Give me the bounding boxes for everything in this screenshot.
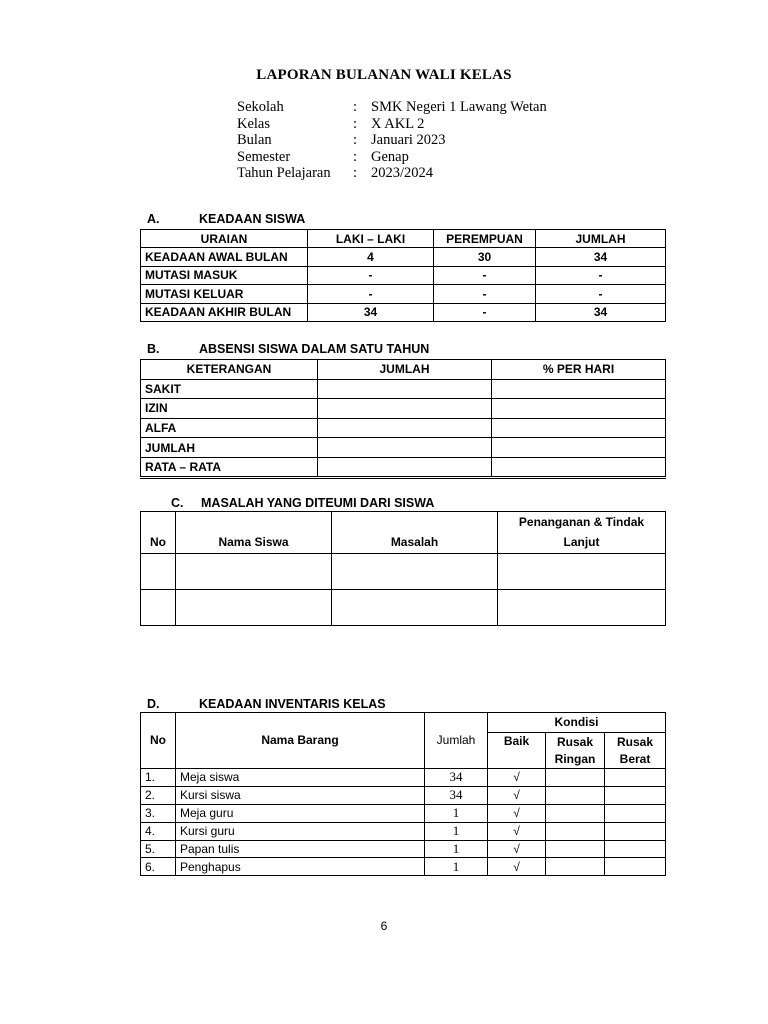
table-cell: KEADAAN AKHIR BULAN — [141, 303, 308, 321]
table-cell — [492, 399, 666, 419]
table-cell — [141, 554, 176, 590]
section-a-heading — [147, 212, 305, 226]
table-row — [141, 399, 666, 419]
table-cell: JUMLAH — [141, 438, 318, 458]
table-cell: 34 — [536, 248, 666, 266]
table-cell — [141, 590, 176, 626]
table-cell — [546, 769, 605, 787]
table-cell — [318, 438, 492, 458]
report-title: LAPORAN BULANAN WALI KELAS — [256, 67, 512, 83]
class-inventory-table — [140, 712, 666, 876]
table-cell: - — [536, 285, 666, 303]
table-row — [141, 457, 666, 477]
school-info-block — [237, 99, 547, 182]
table-cell — [492, 418, 666, 438]
table-row — [141, 303, 666, 321]
table-cell: 4 — [308, 248, 434, 266]
info-row-academic-year — [237, 165, 547, 182]
info-separator: : — [353, 132, 358, 149]
section-letter: D. — [147, 697, 160, 711]
table-cell: KEADAAN AWAL BULAN — [141, 248, 308, 266]
info-row-class — [237, 116, 547, 133]
table-row — [141, 769, 666, 787]
table-cell: √ — [488, 804, 546, 822]
column-header: LAKI – LAKI — [308, 230, 434, 248]
table-cell: - — [536, 266, 666, 284]
info-separator: : — [353, 148, 358, 165]
table-cell: 30 — [434, 248, 536, 266]
table-cell — [492, 457, 666, 477]
table-cell — [498, 554, 666, 590]
table-cell: 4. — [141, 822, 176, 840]
table-cell: Kursi guru — [176, 822, 425, 840]
table-cell — [605, 858, 666, 876]
table-cell — [332, 590, 498, 626]
table-cell: Kursi siswa — [176, 786, 425, 804]
info-label: Tahun Pelajaran — [237, 165, 331, 182]
student-problems-table — [140, 511, 666, 626]
table-cell — [605, 769, 666, 787]
info-value: Genap — [371, 148, 409, 165]
table-header-row — [141, 512, 666, 554]
table-cell: Papan tulis — [176, 840, 425, 858]
table-cell — [605, 822, 666, 840]
column-header: Penanganan & Tindak Lanjut — [498, 512, 666, 554]
table-cell: 34 — [425, 786, 488, 804]
table-cell: 34 — [308, 303, 434, 321]
table-row — [141, 858, 666, 876]
table-cell: - — [308, 285, 434, 303]
table-cell: RATA – RATA — [141, 457, 318, 477]
column-header-light-damage: Rusak Ringan — [546, 733, 605, 769]
page-number: 6 — [380, 919, 388, 933]
info-row-month — [237, 132, 547, 149]
table-cell — [546, 804, 605, 822]
table-row — [141, 804, 666, 822]
table-cell — [605, 840, 666, 858]
section-d-heading — [147, 697, 386, 711]
section-c-heading — [171, 496, 434, 510]
section-title: KEADAAN INVENTARIS KELAS — [199, 697, 386, 711]
table-row — [141, 248, 666, 266]
info-separator: : — [353, 115, 358, 132]
table-row — [141, 590, 666, 626]
info-value: Januari 2023 — [371, 132, 446, 149]
table-cell: 3. — [141, 804, 176, 822]
table-cell: - — [434, 266, 536, 284]
table-row — [141, 822, 666, 840]
info-label: Sekolah — [237, 99, 284, 115]
table-cell: 6. — [141, 858, 176, 876]
table-cell: SAKIT — [141, 379, 318, 399]
table-cell: √ — [488, 769, 546, 787]
table-cell — [492, 379, 666, 399]
table-cell — [318, 379, 492, 399]
table-row — [141, 285, 666, 303]
table-cell: 34 — [425, 769, 488, 787]
table-cell: Meja guru — [176, 804, 425, 822]
info-label: Bulan — [237, 132, 272, 149]
table-cell: IZIN — [141, 399, 318, 419]
table-cell: 5. — [141, 840, 176, 858]
info-value: 2023/2024 — [371, 165, 434, 182]
table-cell: Penghapus — [176, 858, 425, 876]
table-row — [141, 786, 666, 804]
section-letter: B. — [147, 342, 160, 356]
table-cell — [318, 399, 492, 419]
column-header: No — [141, 512, 176, 554]
column-header-quantity: Jumlah — [425, 713, 488, 769]
table-cell: √ — [488, 858, 546, 876]
section-letter: C. — [171, 496, 184, 510]
section-title: KEADAAN SISWA — [199, 212, 306, 226]
table-cell: 2. — [141, 786, 176, 804]
column-header-item-name: Nama Barang — [176, 713, 425, 769]
column-header-condition: Kondisi — [488, 713, 666, 733]
column-header-no: No — [141, 713, 176, 769]
table-cell — [318, 418, 492, 438]
table-cell — [492, 438, 666, 458]
table-cell — [498, 590, 666, 626]
student-status-table — [140, 229, 666, 322]
info-separator: : — [353, 165, 358, 182]
table-cell — [318, 457, 492, 477]
table-cell — [176, 554, 332, 590]
table-cell: - — [308, 266, 434, 284]
table-cell: √ — [488, 786, 546, 804]
attendance-table — [140, 359, 666, 479]
table-cell: - — [434, 303, 536, 321]
column-header: Masalah — [332, 512, 498, 554]
info-value: SMK Negeri 1 Lawang Wetan — [371, 99, 547, 115]
column-header: KETERANGAN — [141, 360, 318, 380]
table-header-row — [141, 360, 666, 380]
table-cell: 1 — [425, 858, 488, 876]
table-cell: 1 — [425, 840, 488, 858]
column-header: Nama Siswa — [176, 512, 332, 554]
column-header-heavy-damage: Rusak Berat — [605, 733, 666, 769]
table-cell: √ — [488, 822, 546, 840]
info-row-school — [237, 99, 547, 116]
table-cell: 34 — [536, 303, 666, 321]
table-cell: - — [434, 285, 536, 303]
section-title: MASALAH YANG DITEUMI DARI SISWA — [201, 496, 435, 510]
column-header: JUMLAH — [536, 230, 666, 248]
table-cell — [546, 822, 605, 840]
table-cell — [176, 590, 332, 626]
table-cell — [546, 840, 605, 858]
table-row — [141, 266, 666, 284]
table-cell: ALFA — [141, 418, 318, 438]
section-letter: A. — [147, 212, 160, 226]
info-row-semester — [237, 149, 547, 166]
column-header: % PER HARI — [492, 360, 666, 380]
column-header: JUMLAH — [318, 360, 492, 380]
table-row — [141, 438, 666, 458]
table-cell: 1. — [141, 769, 176, 787]
table-row — [141, 379, 666, 399]
section-b-heading — [147, 342, 429, 356]
column-header-good: Baik — [488, 733, 546, 769]
table-row — [141, 840, 666, 858]
table-cell: √ — [488, 840, 546, 858]
table-header-row — [141, 230, 666, 248]
table-header-row — [141, 713, 666, 733]
table-cell — [332, 554, 498, 590]
info-separator: : — [353, 99, 358, 115]
table-cell — [546, 858, 605, 876]
table-cell: Meja siswa — [176, 769, 425, 787]
table-row — [141, 418, 666, 438]
section-title: ABSENSI SISWA DALAM SATU TAHUN — [199, 342, 430, 356]
table-cell: MUTASI KELUAR — [141, 285, 308, 303]
table-cell: 1 — [425, 804, 488, 822]
table-cell: MUTASI MASUK — [141, 266, 308, 284]
table-cell — [605, 786, 666, 804]
table-cell: 1 — [425, 822, 488, 840]
info-label: Semester — [237, 148, 291, 165]
info-label: Kelas — [237, 115, 271, 132]
column-header: PEREMPUAN — [434, 230, 536, 248]
column-header: URAIAN — [141, 230, 308, 248]
table-row — [141, 554, 666, 590]
info-value: X AKL 2 — [371, 115, 425, 132]
table-cell — [546, 786, 605, 804]
table-cell — [605, 804, 666, 822]
